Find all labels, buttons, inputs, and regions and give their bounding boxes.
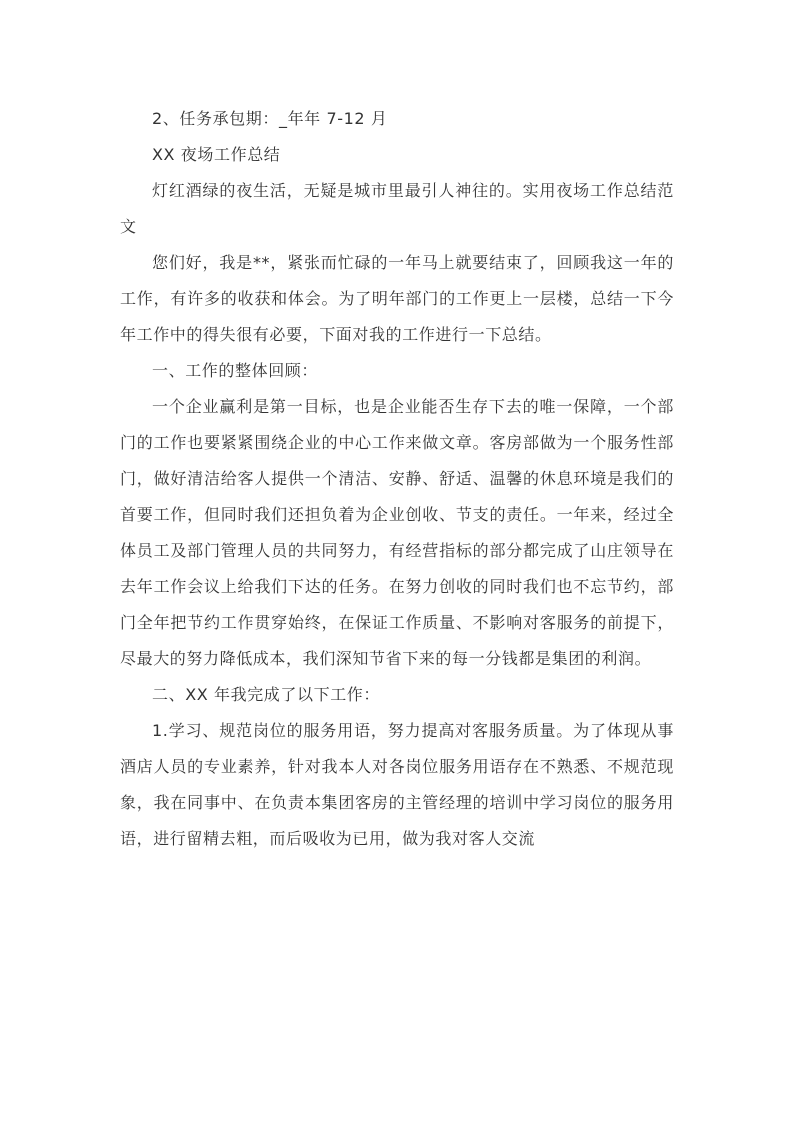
paragraph-greeting: 您们好，我是**，紧张而忙碌的一年马上就要结束了，回顾我这一年的工作，有许多的收获和体会。为了明年部门的工作更上一层楼，总结一下今年工作中的得失很有必要，下面对我的工作进行一下总结。 — [120, 253, 674, 344]
section-heading-work: 二、XX 年我完成了以下工作： — [152, 685, 381, 704]
paragraph-task-period: 2、任务承包期：_年年 7-12 月 — [152, 109, 388, 128]
section-heading-review: 一、工作的整体回顾： — [152, 361, 319, 380]
paragraph-title: XX 夜场工作总结 — [152, 145, 281, 164]
paragraph-review: 一个企业赢利是第一目标，也是企业能否生存下去的唯一保障，一个部门的工作也要紧紧围绕企业的中心工作来做文章。客房部做为一个服务性部门，做好清洁给客人提供一个清洁、安静、舒适、温馨的休息环境是我们的首要工作，但同时我们还担负着为企业创收、节支的责任。一年来，经过全体员工及部门管理人员的共同努力，有经营指标的部分都完成了山庄领导在去年工作会议上给我们下达的任务。在努力创收的同时我们也不忘节约，部门全年把节约工作贯穿始终，在保证工作质量、不影响对客服务的前提下，尽最大的努力降低成本，我们深知节省下来的每一分钱都是集团的利润。 — [120, 397, 674, 668]
paragraph-work-item-1: 1.学习、规范岗位的服务用语，努力提高对客服务质量。为了体现从事酒店人员的专业素养，针对我本人对各岗位服务用语存在不熟悉、不规范现象，我在同事中、在负责本集团客房的主管经理的培训中学习岗位的服务用语，进行留精去粗，而后吸收为已用，做为我对客人交流 — [120, 721, 674, 848]
paragraph-intro: 灯红酒绿的夜生活，无疑是城市里最引人神往的。实用夜场工作总结范文 — [120, 181, 674, 236]
document-body — [120, 101, 674, 857]
